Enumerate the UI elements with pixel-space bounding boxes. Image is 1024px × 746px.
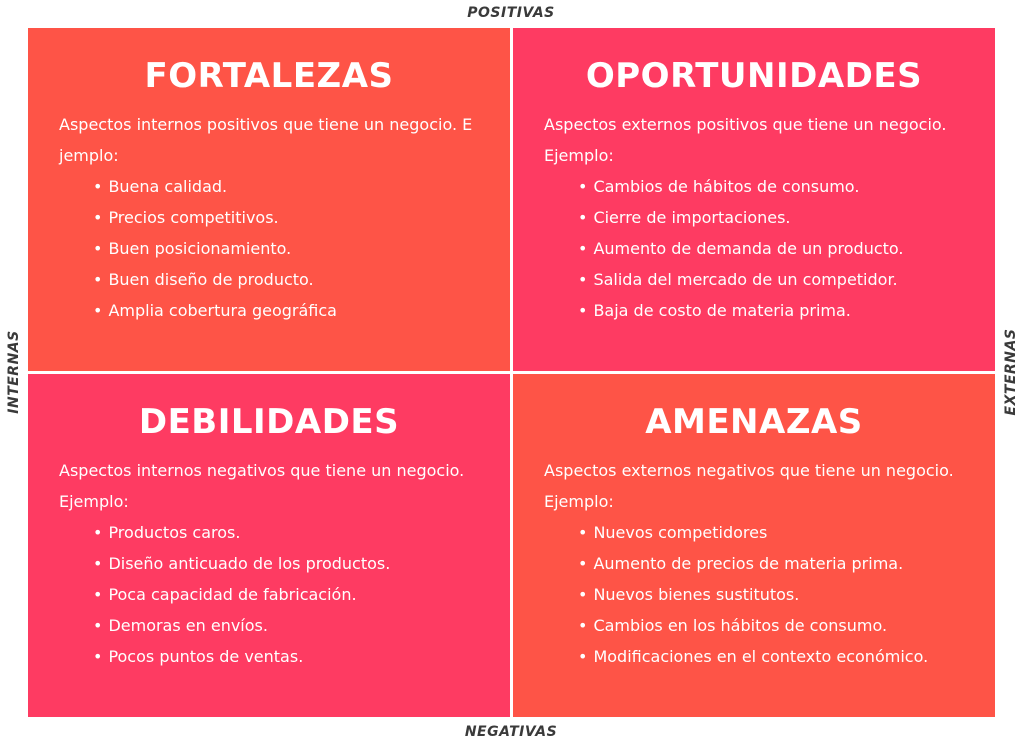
quadrant-list: [59, 171, 490, 326]
list-item-text: Precios competitivos.: [108, 208, 279, 227]
bullet-icon: •: [93, 647, 103, 666]
list-item: [93, 233, 490, 264]
bullet-icon: •: [93, 301, 103, 320]
bullet-icon: •: [578, 585, 588, 604]
bullet-icon: •: [93, 616, 103, 635]
bullet-icon: •: [93, 208, 103, 227]
list-item-text: Salida del mercado de un competidor.: [593, 270, 898, 289]
bullet-icon: •: [578, 208, 588, 227]
quadrant-title: OPORTUNIDADES: [585, 56, 923, 96]
list-item-text: Poca capacidad de fabricación.: [108, 585, 357, 604]
axis-label-positivas: POSITIVAS: [467, 5, 555, 21]
quadrant-description: Aspectos internos negativos que tiene un negocio. Ejemplo:: [59, 461, 465, 511]
bullet-icon: •: [578, 523, 588, 542]
list-item: [578, 548, 975, 579]
quadrant-title: AMENAZAS: [645, 402, 863, 442]
list-item-text: Buena calidad.: [108, 177, 228, 196]
axis-label-externas: EXTERNAS: [1003, 328, 1019, 416]
list-item: [578, 641, 975, 672]
quadrant-list: [544, 517, 975, 672]
list-item: [578, 264, 975, 295]
axis-label-internas: INTERNAS: [6, 330, 22, 414]
list-item: [93, 264, 490, 295]
quadrant-list: [544, 171, 975, 326]
bullet-icon: •: [93, 239, 103, 258]
list-item-text: Modificaciones en el contexto económico.: [593, 647, 929, 666]
quadrant-list: [59, 517, 490, 672]
quadrant-title: FORTALEZAS: [144, 56, 394, 96]
list-item: [93, 171, 490, 202]
bullet-icon: •: [578, 301, 588, 320]
list-item-text: Buen posicionamiento.: [108, 239, 292, 258]
list-item: [578, 610, 975, 641]
list-item: [93, 548, 490, 579]
bullet-icon: •: [93, 177, 103, 196]
bullet-icon: •: [578, 647, 588, 666]
quadrant-amenazas: [513, 374, 995, 717]
list-item: [93, 517, 490, 548]
list-item: [578, 233, 975, 264]
quadrant-fortalezas: [28, 28, 510, 371]
quadrant-oportunidades: [513, 28, 995, 371]
list-item-text: Demoras en envíos.: [108, 616, 268, 635]
quadrant-description: Aspectos internos positivos que tiene un negocio. Ejemplo:: [59, 115, 473, 165]
list-item-text: Pocos puntos de ventas.: [108, 647, 304, 666]
list-item-text: Diseño anticuado de los productos.: [108, 554, 391, 573]
list-item-text: Amplia cobertura geográfica: [108, 301, 337, 320]
quadrant-description: Aspectos externos positivos que tiene un negocio. Ejemplo:: [544, 115, 947, 165]
bullet-icon: •: [93, 585, 103, 604]
list-item-text: Nuevos competidores: [593, 523, 768, 542]
list-item: [93, 202, 490, 233]
list-item-text: Cambios de hábitos de consumo.: [593, 177, 860, 196]
bullet-icon: •: [578, 239, 588, 258]
list-item: [93, 641, 490, 672]
list-item-text: Nuevos bienes sustitutos.: [593, 585, 800, 604]
bullet-icon: •: [578, 616, 588, 635]
bullet-icon: •: [93, 554, 103, 573]
swot-matrix: [28, 28, 995, 717]
list-item: [578, 171, 975, 202]
quadrant-debilidades: [28, 374, 510, 717]
quadrant-description: Aspectos externos negativos que tiene un negocio. Ejemplo:: [544, 461, 954, 511]
list-item-text: Aumento de precios de materia prima.: [593, 554, 904, 573]
list-item-text: Cambios en los hábitos de consumo.: [593, 616, 888, 635]
bullet-icon: •: [578, 270, 588, 289]
bullet-icon: •: [93, 270, 103, 289]
list-item-text: Aumento de demanda de un producto.: [593, 239, 904, 258]
list-item: [578, 202, 975, 233]
list-item-text: Baja de costo de materia prima.: [593, 301, 851, 320]
bullet-icon: •: [93, 523, 103, 542]
list-item: [93, 579, 490, 610]
bullet-icon: •: [578, 177, 588, 196]
axis-label-negativas: NEGATIVAS: [464, 724, 558, 740]
list-item: [93, 610, 490, 641]
bullet-icon: •: [578, 554, 588, 573]
list-item: [578, 517, 975, 548]
quadrant-title: DEBILIDADES: [138, 402, 400, 442]
list-item: [93, 295, 490, 326]
list-item: [578, 579, 975, 610]
list-item: [578, 295, 975, 326]
list-item-text: Buen diseño de producto.: [108, 270, 314, 289]
list-item-text: Productos caros.: [108, 523, 241, 542]
list-item-text: Cierre de importaciones.: [593, 208, 791, 227]
